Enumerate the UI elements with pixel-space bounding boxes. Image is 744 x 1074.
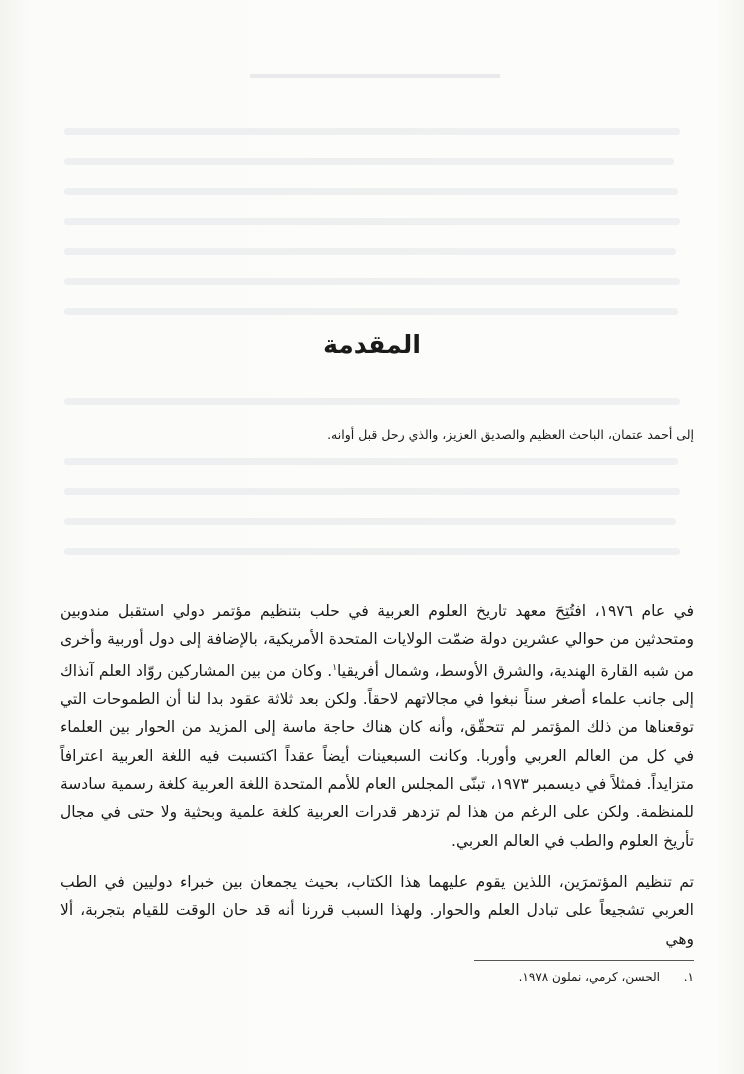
show-through-line [64,188,678,195]
show-through-line [64,248,676,255]
paragraph-1-text-b: . وكان من بين المشاركين روّاد العلم آنذاك إلى جانب علماء أصغر سناً نبغوا في مجالاتهم لاحقاً. ولكن بعد ثلاثة عقود بدا لنا أن الطموحات التي توقعناها من ذلك المؤتمر لم تتحقّق، وأنه كان هناك حاجة ماسة إلى المزيد من الحوار بين العلماء في كل من العالم العربي وأوربا. وكانت السبعينات أيضاً عقداً اكتسبت فيه اللغة العربية اعترافاً متزايداً. فمثلاً في ديسمبر ١٩٧٣، تبنّى المجلس العام للأمم المتحدة اللغة العربية كلغة رسمية سادسة للمنظمة. ولكن على الرغم من هذا لم تزدهر قدرات العربية كلغة علمية وبحثية ولا حتى في مجال تأريخ العلوم والطب في العالم العربي. [60,661,694,850]
show-through-line [64,548,680,555]
footnote-divider [474,960,694,961]
footnote-number: ١. [683,970,694,984]
paragraph-1 [60,597,694,855]
show-through-line [64,308,678,315]
show-through-line [64,398,680,405]
dedication: إلى أحمد عتمان، الباحث العظيم والصديق العزيز، والذي رحل قبل أوانه. [327,427,694,442]
footnote-reference: ١ [332,662,338,673]
footnote [60,970,694,984]
paragraph-1-text-a: في عام ١٩٧٦، افتُتِحَ معهد تاريخ العلوم العربية في حلب بتنظيم مؤتمر دولي استقبل مندوبين ومتحدثين من حوالي عشرين دولة ضمّت الولايات المتحدة الأمريكية، بالإضافة إلى دول أوربية وأخرى من شبه القارة الهندية، والشرق الأوسط، وشمال أفريقيا [60,602,694,680]
paragraph-2: تم تنظيم المؤتمرَين، اللذين يقوم عليهما هذا الكتاب، بحيث يجمعان بين خبراء دوليين في الطب العربي تشجيعاً على تبادل العلم والحوار. ولهذا السبب قررنا أنه قد حان الوقت للقيام بتجربة، ألا وهي [60,873,694,948]
show-through-line [64,278,680,285]
show-through-line [64,458,678,465]
show-through-header [250,74,500,78]
show-through-line [64,488,680,495]
footnote-text: الحسن، كرمي، نملون ١٩٧٨. [518,970,660,984]
chapter-title: المقدمة [323,330,421,359]
show-through-line [64,158,674,165]
show-through-line [64,218,680,225]
show-through-line [64,128,680,135]
show-through-line [64,518,676,525]
